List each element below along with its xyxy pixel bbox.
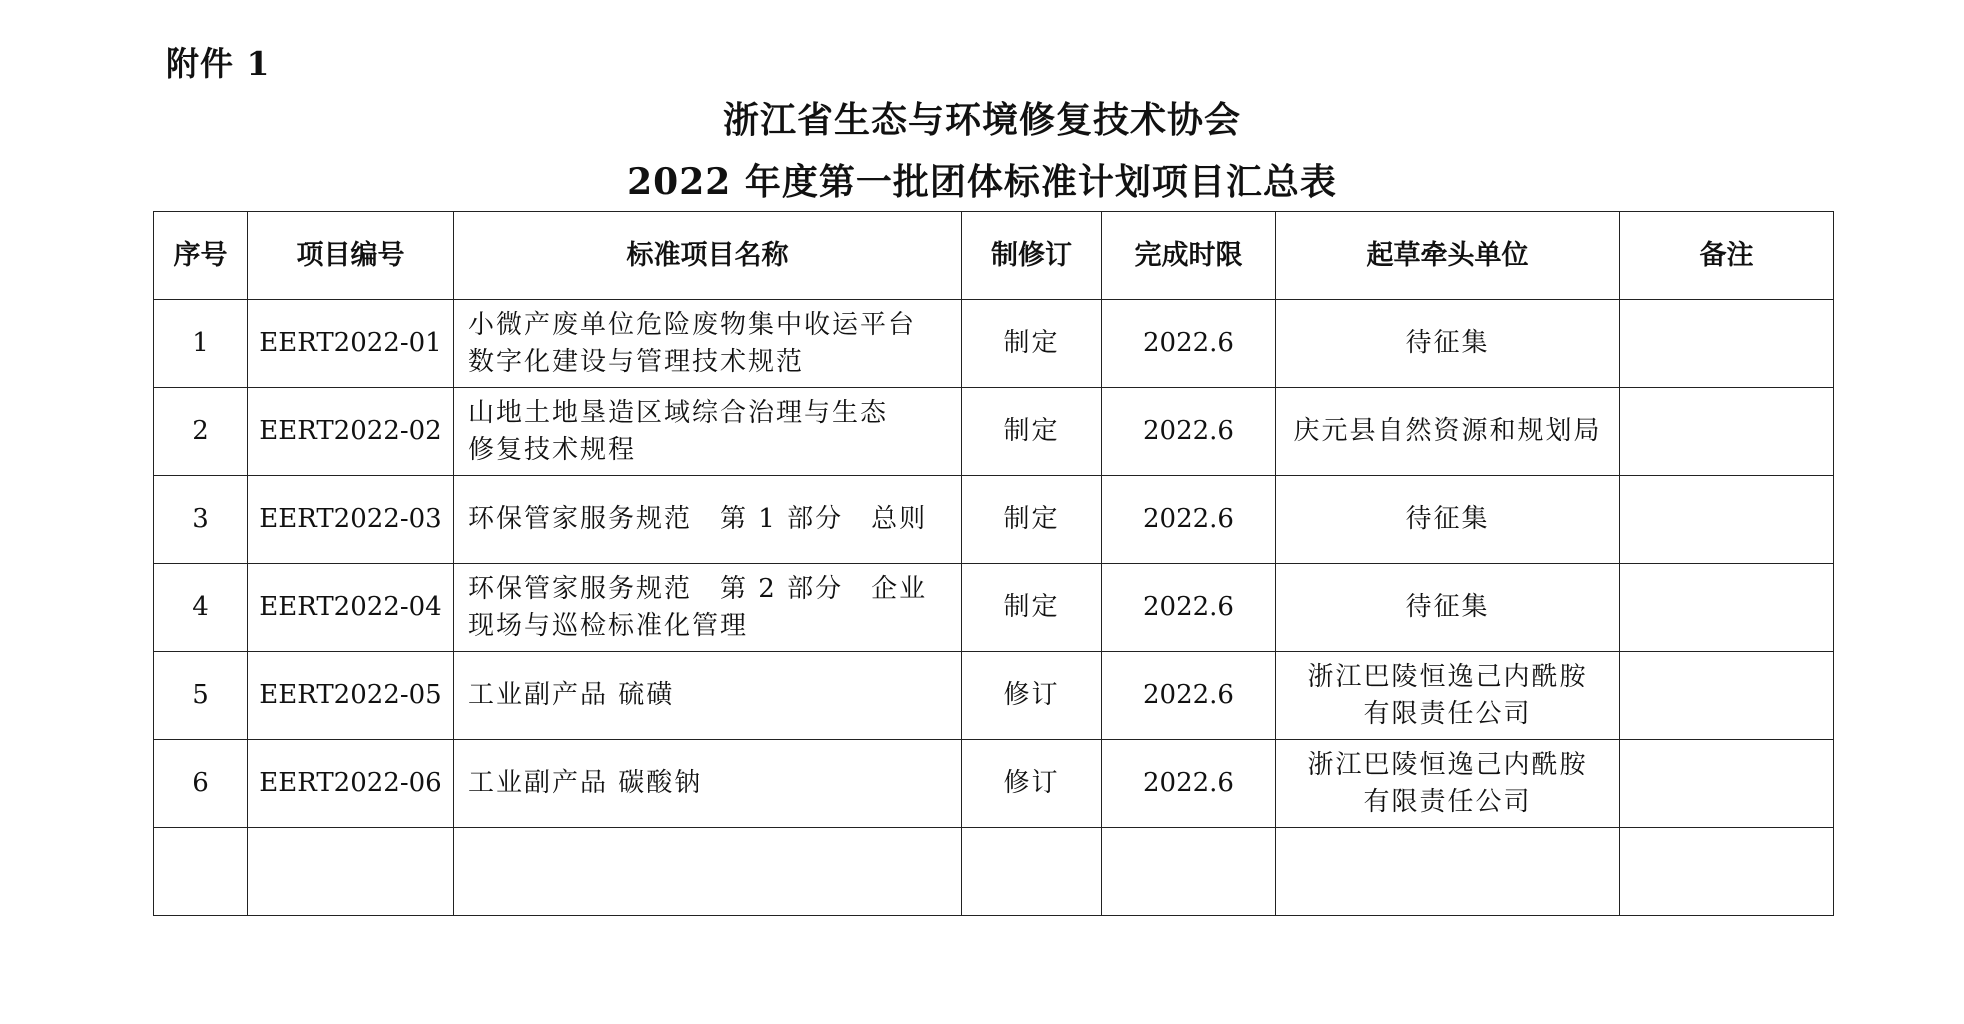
standards-table [153,211,1834,916]
remarks-cell [1620,300,1834,388]
table-row [154,300,1834,388]
document-title: 浙江省生态与环境修复技术协会 [722,99,1241,141]
lead-unit-line: 待征集 [1405,504,1490,534]
standard-name-cell [454,476,962,564]
lead-unit-line: 浙江巴陵恒逸己内酰胺 [1307,661,1588,692]
table-row [154,476,1834,564]
lead-unit-line: 浙江巴陵恒逸己内酰胺 [1307,749,1588,780]
header-standard-name: 标准项目名称 [454,212,962,300]
revision-type-cell: 制定 [962,388,1102,476]
lead-unit-line: 待征集 [1405,328,1490,358]
standard-name-line: 小微产废单位危险废物集中收运平台 [468,309,917,340]
lead-unit-cell [1276,564,1620,652]
remarks-cell [1620,476,1834,564]
table-row [154,740,1834,828]
standard-name-line: 修复技术规程 [468,434,637,465]
attachment-label: 附件 1 [166,44,271,83]
serial-cell [154,828,248,916]
project-code-cell: EERT2022-03 [248,476,454,564]
table-row-empty [154,828,1834,916]
table-row [154,388,1834,476]
remarks-cell [1620,652,1834,740]
lead-unit-cell [1276,828,1620,916]
deadline-cell: 2022.6 [1102,652,1276,740]
lead-unit-cell [1276,388,1620,476]
standard-name-cell [454,564,962,652]
table-row [154,652,1834,740]
lead-unit-line: 待征集 [1405,592,1490,622]
project-code-cell: EERT2022-06 [248,740,454,828]
deadline-cell: 2022.6 [1102,476,1276,564]
lead-unit-line: 有限责任公司 [1363,786,1532,817]
project-code-cell: EERT2022-01 [248,300,454,388]
deadline-cell: 2022.6 [1102,564,1276,652]
standard-name-line: 工业副产品 硫磺 [468,680,675,710]
project-code-cell: EERT2022-04 [248,564,454,652]
revision-type-cell: 制定 [962,300,1102,388]
lead-unit-cell [1276,740,1620,828]
header-revision-type: 制修订 [962,212,1102,300]
standard-name-cell [454,300,962,388]
standard-name-cell [454,388,962,476]
remarks-cell [1620,828,1834,916]
project-code-cell [248,828,454,916]
remarks-cell [1620,388,1834,476]
lead-unit-line: 有限责任公司 [1363,698,1532,729]
deadline-cell: 2022.6 [1102,388,1276,476]
lead-unit-cell [1276,652,1620,740]
header-deadline: 完成时限 [1102,212,1276,300]
deadline-cell: 2022.6 [1102,300,1276,388]
revision-type-cell: 制定 [962,564,1102,652]
standard-name-cell [454,740,962,828]
table-row [154,564,1834,652]
standard-name-line: 现场与巡检标准化管理 [468,610,749,641]
document-subtitle: 2022 年度第一批团体标准计划项目汇总表 [627,161,1337,203]
lead-unit-cell [1276,300,1620,388]
table-header-row [154,212,1834,300]
remarks-cell [1620,740,1834,828]
serial-cell: 1 [154,300,248,388]
lead-unit-line: 庆元县自然资源和规划局 [1293,416,1602,446]
revision-type-cell: 修订 [962,652,1102,740]
serial-cell: 4 [154,564,248,652]
standard-name-line: 环保管家服务规范 第 1 部分 总则 [468,504,928,534]
serial-cell: 5 [154,652,248,740]
serial-cell: 2 [154,388,248,476]
standard-name-cell [454,652,962,740]
remarks-cell [1620,564,1834,652]
revision-type-cell: 制定 [962,476,1102,564]
standard-name-line: 环保管家服务规范 第 2 部分 企业 [468,573,928,604]
serial-cell: 3 [154,476,248,564]
project-code-cell: EERT2022-02 [248,388,454,476]
serial-cell: 6 [154,740,248,828]
deadline-cell: 2022.6 [1102,740,1276,828]
standard-name-line: 数字化建设与管理技术规范 [468,346,805,377]
deadline-cell [1102,828,1276,916]
project-code-cell: EERT2022-05 [248,652,454,740]
header-lead-unit: 起草牵头单位 [1276,212,1620,300]
standard-name-line: 工业副产品 碳酸钠 [468,768,703,798]
revision-type-cell [962,828,1102,916]
header-project-code: 项目编号 [248,212,454,300]
standard-name-cell [454,828,962,916]
standard-name-line: 山地土地垦造区域综合治理与生态 [468,397,889,428]
header-serial: 序号 [154,212,248,300]
lead-unit-cell [1276,476,1620,564]
header-remarks: 备注 [1620,212,1834,300]
revision-type-cell: 修订 [962,740,1102,828]
